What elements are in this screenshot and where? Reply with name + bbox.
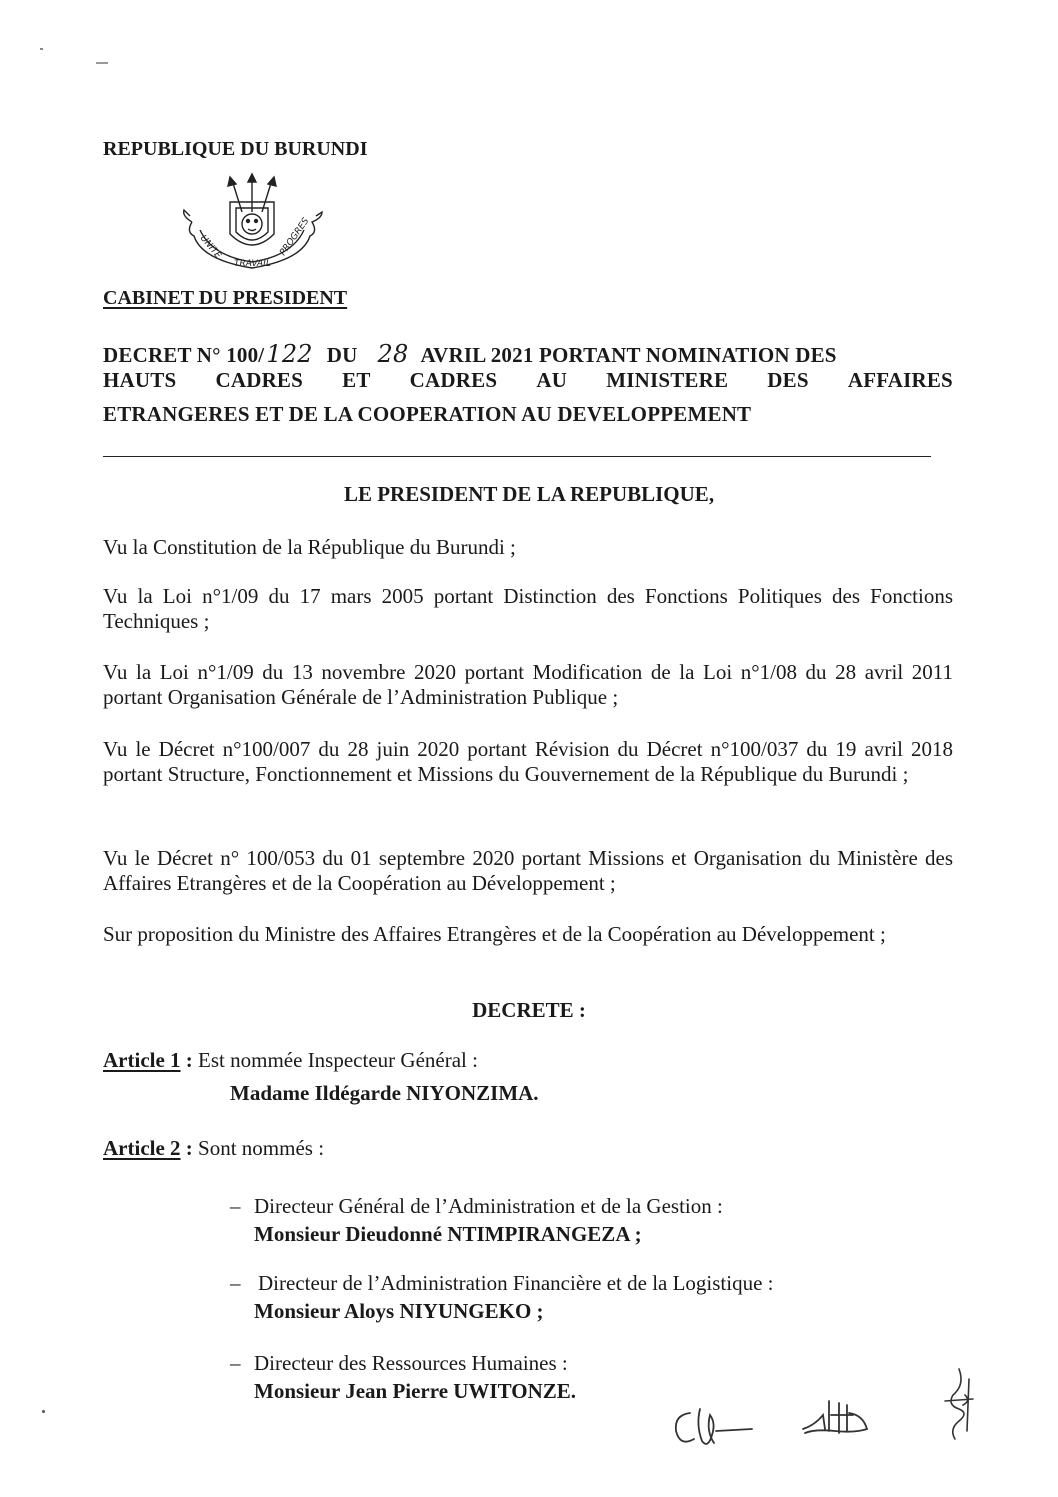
decree-title-line-1 <box>103 342 953 368</box>
article-2 <box>103 1136 324 1161</box>
decree-title-line-2 <box>103 368 953 393</box>
decree-title-line-3: ETRANGERES ET DE LA COOPERATION AU DEVELOPPEMENT <box>103 402 752 426</box>
motto-travail: TRAVAIL <box>234 259 271 269</box>
decree-title-line-1-rest: AVRIL 2021 PORTANT NOMINATION DES <box>420 343 837 367</box>
title-word: CADRES <box>215 368 304 392</box>
handwritten-day: 28 <box>377 340 409 368</box>
republic-heading: REPUBLIQUE DU BURUNDI <box>103 138 368 160</box>
coat-of-arms-emblem <box>172 172 332 280</box>
article-1-text: Est nommée Inspecteur Général : <box>198 1048 478 1072</box>
title-word: HAUTS <box>103 368 177 392</box>
preamble-loi-2005: Vu la Loi n°1/09 du 17 mars 2005 portant Distinction des Fonctions Politiques des Fonctions Techniques ; <box>103 584 953 633</box>
title-word: AFFAIRES <box>847 368 953 392</box>
appointment-role: Directeur de l’Administration Financière et de la Logistique : <box>258 1271 774 1295</box>
preamble-loi-2020: Vu la Loi n°1/09 du 13 novembre 2020 portant Modification de la Loi n°1/08 du 28 avril 2011 portant Organisation Générale de l’Administration Publique ; <box>103 660 953 709</box>
title-word: MINISTERE <box>606 368 729 392</box>
article-1-separator: : <box>180 1048 199 1072</box>
preamble-decret-2020-053: Vu le Décret n° 100/053 du 01 septembre 2020 portant Missions et Organisation du Ministère des Affaires Etrangères et de la Coopération au Développement ; <box>103 846 953 895</box>
appointment-role: Directeur Général de l’Administration et de la Gestion : <box>254 1194 723 1218</box>
preamble-constitution: Vu la Constitution de la République du Burundi ; <box>103 535 516 559</box>
scan-mark <box>40 48 43 50</box>
handwritten-decree-number: 122 <box>266 340 313 368</box>
motto-progres: PROGRES <box>278 216 312 258</box>
appointee-name: Monsieur Jean Pierre UWITONZE. <box>254 1379 576 1403</box>
article-1-label: Article 1 <box>103 1048 181 1072</box>
motto-unite: UNITE <box>197 233 223 261</box>
appointment-role: Directeur des Ressources Humaines : <box>254 1351 568 1375</box>
scan-mark <box>96 62 108 64</box>
decree-number-prefix: DECRET N° 100/ <box>103 343 265 367</box>
article-1-appointee: Madame Ildégarde NIYONZIMA. <box>230 1081 539 1105</box>
article-2-label: Article 2 <box>103 1136 181 1160</box>
list-item-dash: – <box>230 1194 241 1218</box>
cabinet-heading: CABINET DU PRESIDENT <box>103 287 348 309</box>
article-2-text: Sont nommés : <box>198 1136 325 1160</box>
initials-signature-2 <box>795 1385 885 1445</box>
preamble-decret-2020-007: Vu le Décret n°100/007 du 28 juin 2020 portant Révision du Décret n°100/037 du 19 avril 2018 portant Structure, Fonctionnement et Missions du Gouvernement de la République du Burundi ; <box>103 737 953 786</box>
appointee-name: Monsieur Dieudonné NTIMPIRANGEZA ; <box>254 1222 642 1246</box>
article-1 <box>103 1048 478 1073</box>
decrete-heading: DECRETE : <box>472 998 586 1022</box>
title-divider <box>103 456 931 457</box>
initials-signature-3 <box>925 1365 995 1445</box>
list-item-dash: – <box>230 1351 241 1375</box>
decree-du: DU <box>326 343 358 367</box>
article-2-separator: : <box>180 1136 199 1160</box>
preamble-proposition: Sur proposition du Ministre des Affaires Etrangères et de la Coopération au Développement ; <box>103 922 886 946</box>
scan-mark <box>42 1410 45 1413</box>
initials-signature-1 <box>660 1395 760 1455</box>
title-word: CADRES <box>409 368 498 392</box>
title-word: DES <box>767 368 809 392</box>
list-item-dash: – <box>230 1271 241 1295</box>
appointee-name: Monsieur Aloys NIYUNGEKO ; <box>254 1299 544 1323</box>
title-word: ET <box>342 368 371 392</box>
title-word: AU <box>536 368 568 392</box>
president-heading: LE PRESIDENT DE LA REPUBLIQUE, <box>343 482 715 506</box>
